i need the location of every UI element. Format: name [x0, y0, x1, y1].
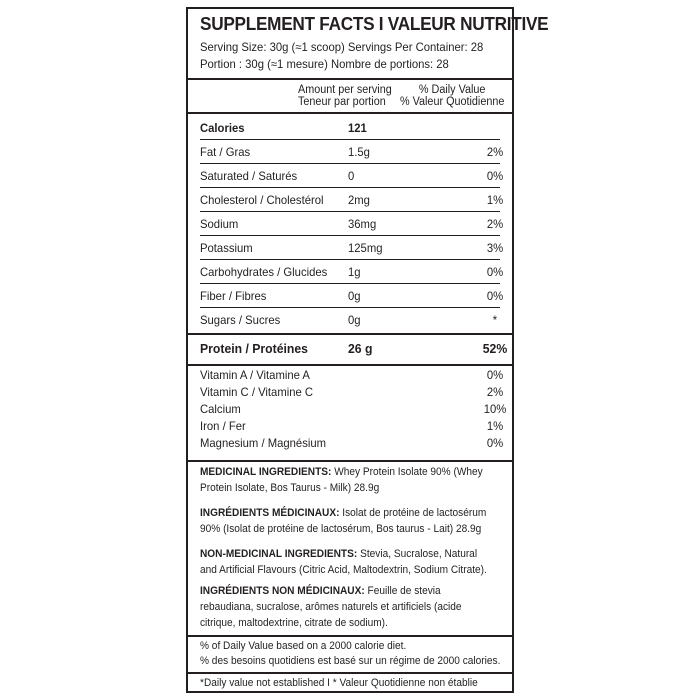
nutrient-amount: 121 — [348, 121, 367, 135]
nutrient-amount: 125mg — [348, 241, 383, 255]
vitamin-label: Vitamin A / Vitamine A — [200, 368, 310, 382]
nutrient-dv: * — [492, 313, 498, 327]
nutrient-label: Potassium — [200, 241, 253, 255]
nutrient-amount: 2mg — [348, 193, 370, 207]
nutrient-label: Cholesterol / Cholestérol — [200, 193, 324, 207]
nutrient-row-saturated — [200, 164, 504, 188]
medicinal-heading-en: MEDICINAL INGREDIENTS: — [200, 466, 332, 478]
vitamin-label: Calcium — [200, 402, 241, 416]
nutrient-label: Calories — [200, 121, 245, 135]
nutrient-label: Saturated / Saturés — [200, 169, 298, 183]
nutrient-amount: 0 — [348, 169, 355, 183]
vitamin-dv: 0% — [486, 436, 504, 450]
nutrient-label: Sugars / Sucres — [200, 313, 281, 327]
nutrient-label: Carbohydrates / Glucides — [200, 265, 328, 279]
column-amount-header — [298, 84, 392, 108]
medicinal-ingredients-en — [200, 464, 487, 496]
nutrient-amount: 0g — [348, 289, 361, 303]
nutrient-amount: 1.5g — [348, 145, 370, 159]
nutrient-row-fat — [200, 140, 504, 164]
nutrient-row-fiber — [200, 284, 504, 308]
vitamin-dv: 0% — [486, 368, 504, 382]
nutrient-row-cholesterol — [200, 188, 504, 212]
vitamin-dv: 1% — [486, 419, 504, 433]
vitamin-row-magnesium — [200, 435, 504, 452]
serving-size-fr: Portion : 30g (≈1 mesure) Nombre de portions: 28 — [200, 57, 449, 71]
nutrient-dv: 0% — [486, 265, 504, 279]
nutrient-label: Sodium — [200, 217, 239, 231]
nonmedicinal-ingredients-fr — [200, 583, 487, 631]
column-amount-en: Amount per serving — [298, 84, 392, 96]
column-dv-header — [400, 84, 504, 108]
nutrient-row-sugars — [200, 308, 500, 332]
vitamin-row-c — [200, 384, 504, 401]
vitamin-dv: 10% — [483, 402, 507, 416]
column-dv-en: % Daily Value — [418, 84, 486, 96]
medicinal-ingredients-fr — [200, 505, 487, 537]
divider-vitamins-top — [188, 364, 512, 366]
footnote-dv-en: % of Daily Value based on a 2000 calorie diet. — [200, 640, 407, 652]
supplement-facts-panel — [186, 7, 549, 693]
nutrient-dv: 0% — [486, 169, 504, 183]
serving-size-en: Serving Size: 30g (≈1 scoop) Servings Per Container: 28 — [200, 40, 484, 54]
medicinal-text-fr: Isolat de protéine de lactosérum 90% (Isolat de protéine de lactosérum, Bos taurus - Lait) 28.9g — [200, 507, 487, 535]
divider-ingredients-top — [188, 460, 512, 462]
nutrient-row-protein — [200, 337, 508, 361]
nutrient-label: Fat / Gras — [200, 145, 251, 159]
nonmedicinal-heading-en: NON-MEDICINAL INGREDIENTS: — [200, 548, 358, 560]
divider-protein-top — [188, 333, 512, 335]
nonmedicinal-ingredients-en — [200, 546, 487, 578]
nutrient-row-carbohydrates — [200, 260, 504, 284]
column-amount-fr: Teneur par portion — [298, 96, 386, 108]
vitamin-label: Vitamin C / Vitamine C — [200, 385, 314, 399]
footnote-dv-fr: % des besoins quotidiens est basé sur un régime de 2000 calories. — [200, 655, 501, 667]
nutrient-dv: 2% — [486, 145, 504, 159]
nutrient-amount: 1g — [348, 265, 361, 279]
divider-footnotes-top — [188, 635, 512, 637]
nutrient-dv: 3% — [486, 241, 504, 255]
nonmedicinal-text-en: Stevia, Sucralose, Natural and Artificial Flavours (Citric Acid, Maltodextrin, Sodium Citrate). — [200, 548, 487, 576]
vitamin-dv: 2% — [486, 385, 504, 399]
medicinal-text-en: Whey Protein Isolate 90% (Whey Protein Isolate, Bos Taurus - Milk) 28.9g — [200, 466, 483, 494]
nutrient-row-potassium — [200, 236, 504, 260]
nutrient-label: Fiber / Fibres — [200, 289, 267, 303]
nutrient-dv: 0% — [486, 289, 504, 303]
nonmedicinal-text-fr: Feuille de stevia rebaudiana, sucralose, arômes naturels et artificiels (acide citrique, maltodextrine, citrate de sodium). — [200, 585, 462, 629]
panel-title: SUPPLEMENT FACTS I VALEUR NUTRITIVE — [200, 13, 549, 34]
column-dv-fr: % Valeur Quotidienne — [400, 96, 505, 108]
nutrient-row-calories — [200, 116, 500, 140]
protein-label: Protein / Protéines — [200, 341, 308, 356]
divider-columns — [188, 112, 512, 114]
vitamin-label: Magnesium / Magnésium — [200, 436, 327, 450]
nutrient-dv: 2% — [486, 217, 504, 231]
nutrient-row-sodium — [200, 212, 504, 236]
footnote-not-established: *Daily value not established I * Valeur Quotidienne non établie — [200, 677, 478, 689]
nutrient-amount: 0g — [348, 313, 361, 327]
protein-amount: 26 g — [348, 341, 373, 356]
vitamin-row-a — [200, 367, 504, 384]
divider-header — [188, 78, 512, 80]
vitamin-label: Iron / Fer — [200, 419, 246, 433]
vitamin-row-iron — [200, 418, 504, 435]
nonmedicinal-heading-fr: INGRÉDIENTS NON MÉDICINAUX: — [200, 585, 365, 597]
medicinal-heading-fr: INGRÉDIENTS MÉDICINAUX: — [200, 507, 340, 519]
nutrient-dv: 1% — [486, 193, 504, 207]
vitamin-row-calcium — [200, 401, 507, 418]
protein-dv: 52% — [482, 341, 508, 356]
divider-bottom — [188, 672, 512, 674]
nutrient-amount: 36mg — [348, 217, 377, 231]
